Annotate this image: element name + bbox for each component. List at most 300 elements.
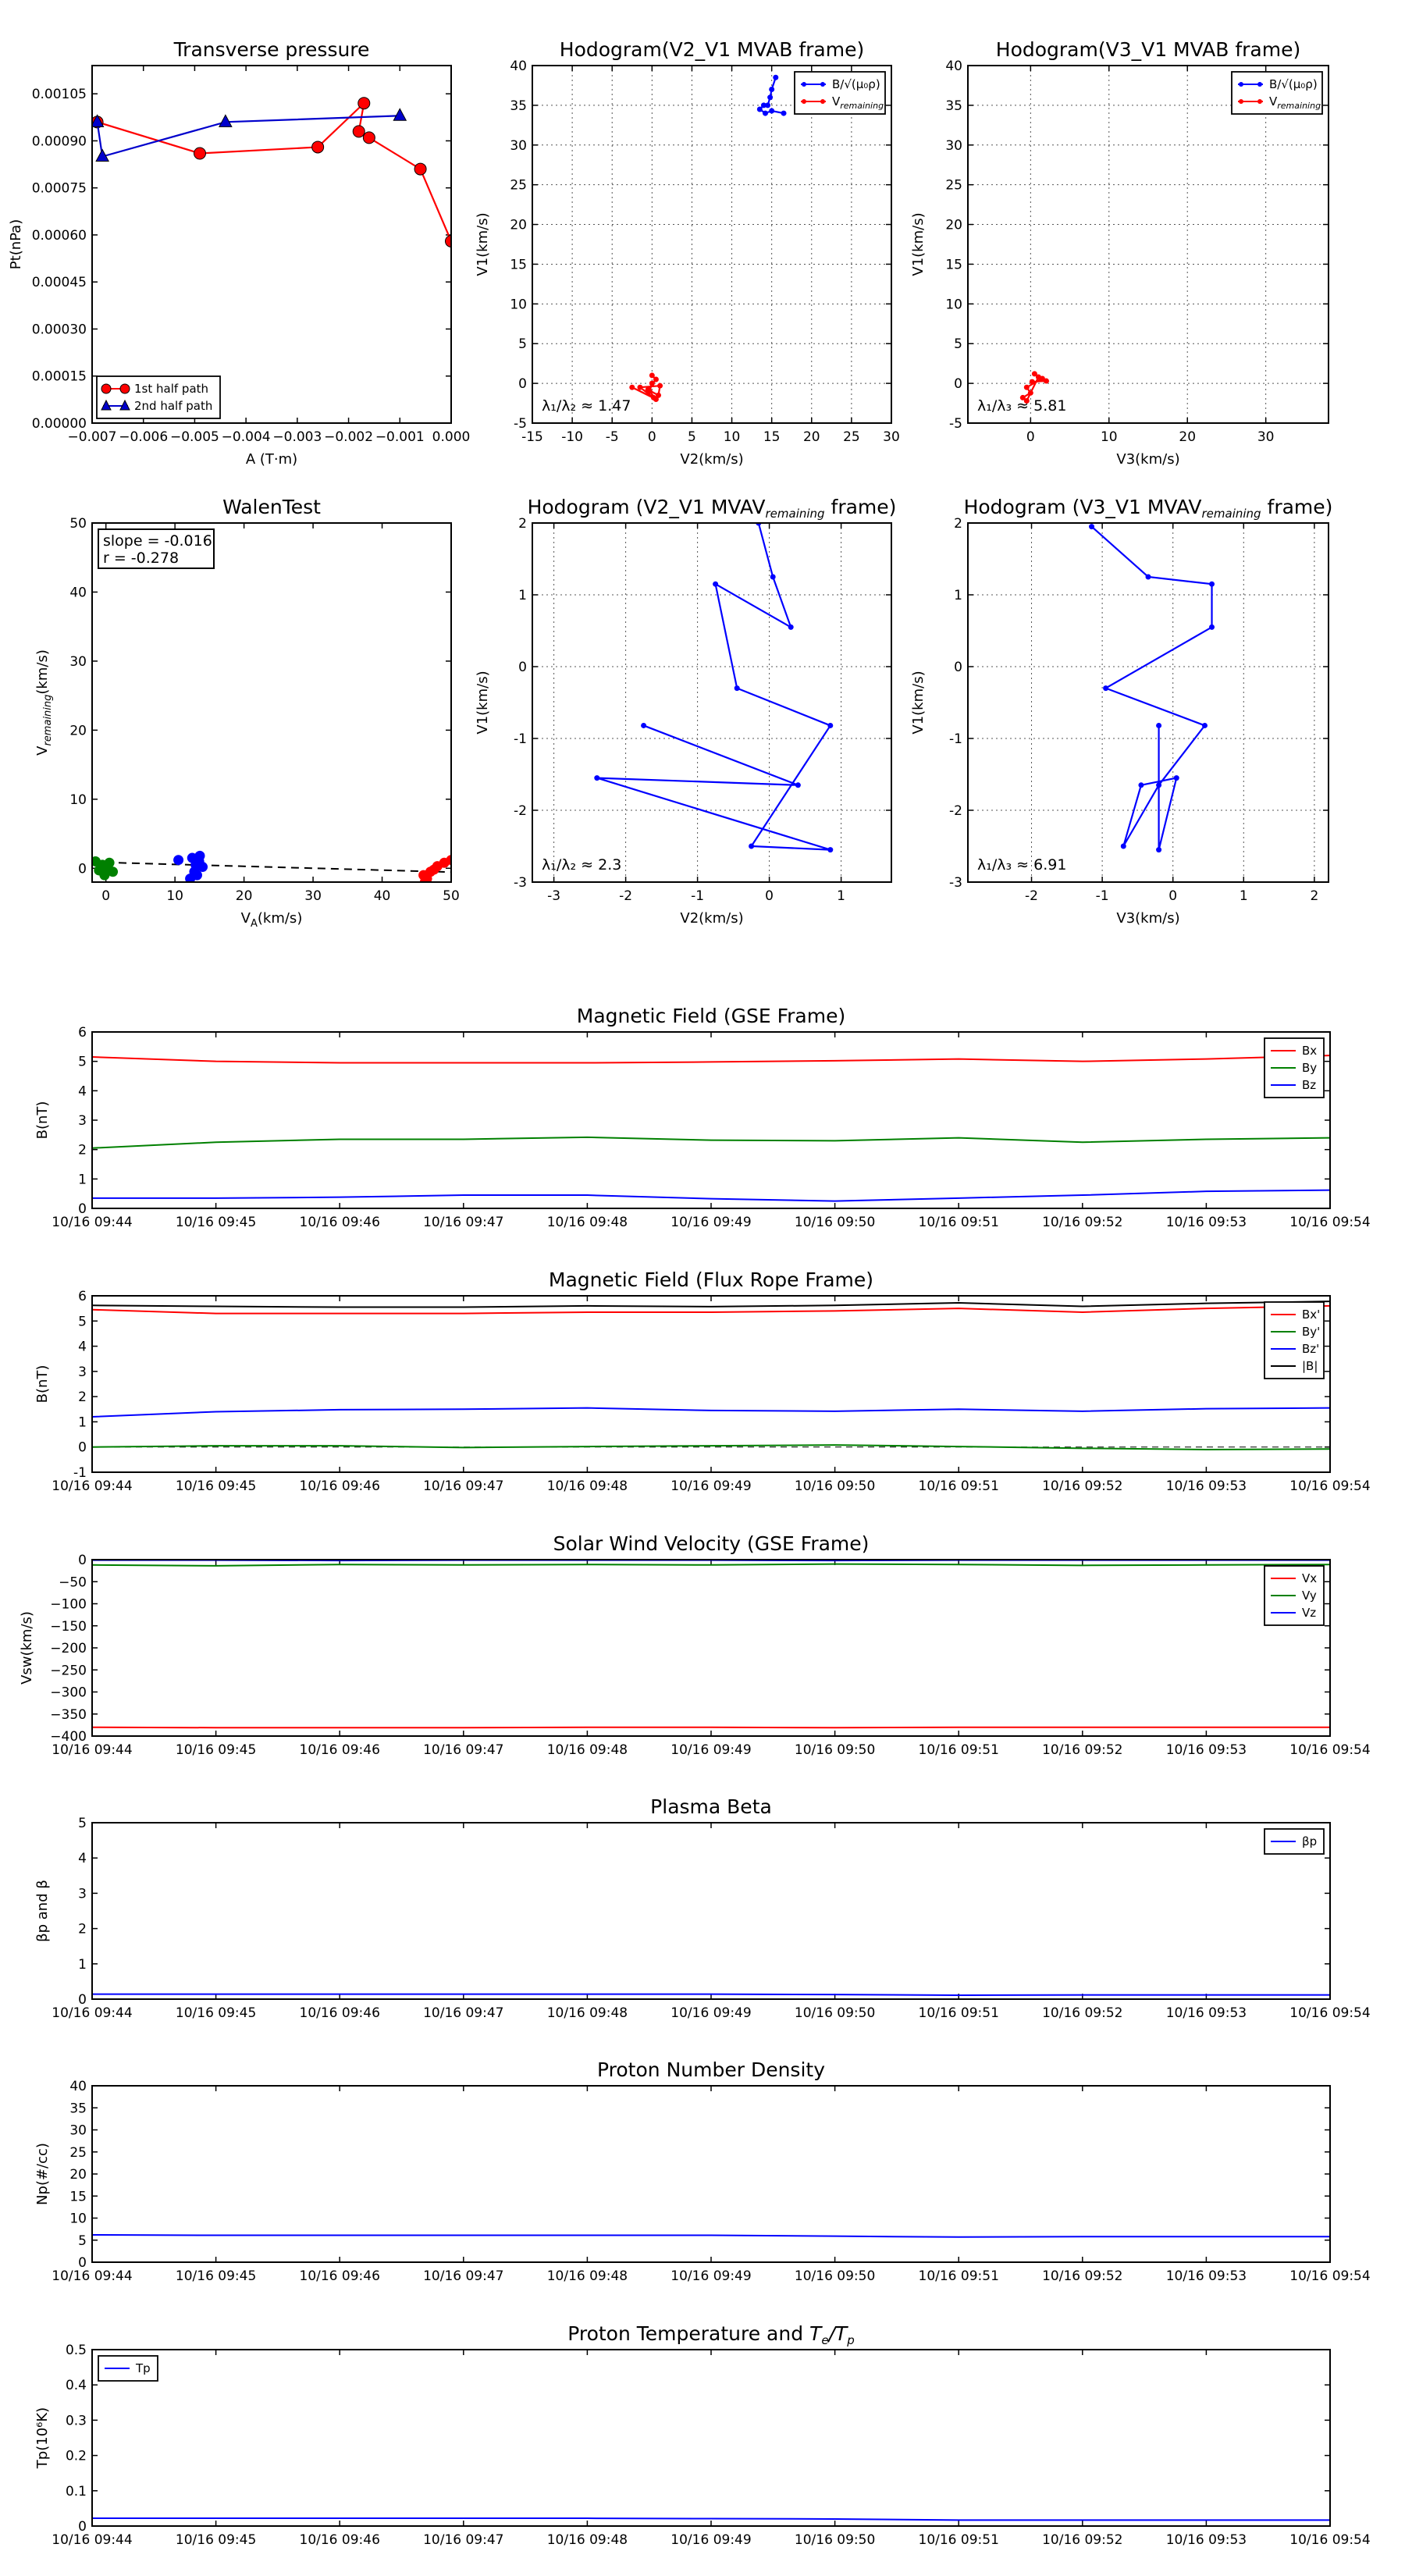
legend-label: 2nd half path bbox=[134, 399, 213, 413]
data-point bbox=[713, 582, 718, 587]
y-tick-label: 0 bbox=[78, 2255, 87, 2271]
x-tick-label: 10/16 09:49 bbox=[670, 2268, 752, 2284]
x-tick-label: −0.002 bbox=[324, 429, 374, 445]
legend-label: βp bbox=[1302, 1834, 1318, 1848]
chart-title: Transverse pressure bbox=[173, 38, 370, 61]
x-tick-label: 0 bbox=[765, 888, 774, 904]
data-point bbox=[1036, 374, 1041, 379]
x-tick-label: 10/16 09:44 bbox=[52, 1478, 133, 1494]
x-tick-label: -10 bbox=[561, 429, 584, 445]
x-tick-label: 10/16 09:49 bbox=[670, 2005, 752, 2021]
legend-marker bbox=[101, 384, 111, 393]
series-line-0 bbox=[98, 103, 451, 241]
y-tick-label: −200 bbox=[50, 1641, 87, 1656]
y-tick-label: −350 bbox=[50, 1706, 87, 1723]
legend bbox=[795, 72, 885, 114]
y-tick-label: 30 bbox=[510, 137, 527, 154]
x-tick-label: −0.003 bbox=[272, 429, 322, 445]
data-point bbox=[757, 106, 763, 112]
fit-line bbox=[92, 862, 451, 872]
y-axis-label: Pt(nPa) bbox=[8, 219, 24, 270]
plot-area bbox=[92, 1560, 1330, 1728]
title-part: Hodogram (V2_V1 MVAV bbox=[527, 496, 766, 518]
x-tick-label: 10/16 09:54 bbox=[1289, 2268, 1371, 2284]
axes-frame bbox=[532, 523, 891, 882]
legend-marker bbox=[802, 82, 806, 87]
x-tick-label: 10/16 09:44 bbox=[52, 2268, 133, 2284]
y-tick-label: −250 bbox=[50, 1663, 87, 1679]
data-point bbox=[657, 383, 663, 389]
data-point bbox=[1156, 782, 1161, 788]
x-tick-label: 10/16 09:52 bbox=[1042, 2005, 1123, 2021]
x-tick-label: -2 bbox=[619, 888, 633, 904]
eigenvalue-ratio: λ₁/λ₂ ≈ 2.3 bbox=[542, 856, 622, 873]
x-tick-label: 10/16 09:47 bbox=[423, 1742, 504, 1758]
x-tick-label: 10/16 09:51 bbox=[918, 1215, 999, 1230]
x-tick-label: -15 bbox=[521, 429, 543, 445]
x-tick-label: 10/16 09:50 bbox=[794, 1215, 876, 1230]
x-tick-label: 1 bbox=[837, 888, 846, 904]
y-tick-label: 5 bbox=[78, 2233, 87, 2249]
x-axis-label: V2(km/s) bbox=[680, 451, 744, 468]
x-tick-label: 20 bbox=[235, 888, 253, 904]
x-tick-label: -3 bbox=[547, 888, 561, 904]
chart-walen bbox=[34, 496, 460, 930]
y-tick-label: 15 bbox=[510, 257, 527, 273]
x-tick-label: 10/16 09:50 bbox=[794, 2268, 876, 2284]
legend-label: $V_{remaining}$ bbox=[1269, 94, 1321, 111]
x-tick-label: 10/16 09:48 bbox=[546, 1742, 628, 1758]
y-axis-label: B(nT) bbox=[34, 1364, 51, 1404]
y-tick-label: 30 bbox=[69, 653, 87, 670]
x-tick-label: 10/16 09:51 bbox=[918, 1742, 999, 1758]
data-point bbox=[827, 847, 833, 852]
y-tick-label: 40 bbox=[69, 585, 87, 601]
data-point bbox=[1146, 575, 1151, 580]
y-tick-label: 6 bbox=[78, 1289, 87, 1304]
data-point bbox=[653, 377, 659, 382]
data-point bbox=[194, 148, 206, 159]
data-point bbox=[353, 126, 365, 137]
x-tick-label: 10/16 09:54 bbox=[1289, 2532, 1371, 2548]
x-tick-label: 10/16 09:45 bbox=[175, 1215, 257, 1230]
eigenvalue-ratio: λ₁/λ₃ ≈ 5.81 bbox=[977, 397, 1067, 415]
x-tick-label: 10/16 09:52 bbox=[1042, 1742, 1123, 1758]
data-point bbox=[363, 132, 375, 144]
x-tick-label: −0.007 bbox=[67, 429, 117, 445]
chart-title: Magnetic Field (Flux Rope Frame) bbox=[548, 1268, 874, 1291]
y-tick-label: 20 bbox=[510, 217, 527, 233]
data-point bbox=[649, 381, 655, 386]
y-tick-label: 1 bbox=[78, 1172, 87, 1188]
chart-title: Hodogram(V3_V1 MVAB frame) bbox=[995, 38, 1301, 61]
x-tick-label: 10/16 09:46 bbox=[299, 1215, 380, 1230]
y-tick-label: 0 bbox=[518, 660, 527, 675]
data-point bbox=[647, 389, 653, 394]
axes-frame bbox=[92, 1032, 1330, 1208]
title-subscript: remaining bbox=[765, 507, 825, 521]
series-line-2 bbox=[92, 1190, 1330, 1201]
data-point bbox=[1202, 723, 1208, 728]
chart-title: Plasma Beta bbox=[650, 1795, 772, 1818]
data-point bbox=[393, 109, 406, 120]
legend-marker bbox=[1257, 82, 1262, 87]
data-point bbox=[198, 863, 208, 872]
data-point bbox=[749, 844, 754, 849]
y-tick-label: 4 bbox=[78, 1083, 87, 1100]
y-tick-label: 0.00090 bbox=[31, 133, 87, 150]
x-tick-label: -1 bbox=[691, 888, 705, 904]
x-tick-label: 10/16 09:52 bbox=[1042, 2532, 1123, 2548]
stats-line: r = -0.278 bbox=[103, 550, 180, 567]
x-tick-label: −0.001 bbox=[375, 429, 425, 445]
y-tick-label: 0.1 bbox=[65, 2483, 87, 2500]
series-line-0 bbox=[92, 2235, 1330, 2237]
legend-label: B/√(μ₀ρ) bbox=[1269, 77, 1318, 91]
eigenvalue-ratio: λ₁/λ₃ ≈ 6.91 bbox=[977, 856, 1067, 873]
x-tick-label: 10/16 09:45 bbox=[175, 1742, 257, 1758]
chart-tp bbox=[34, 2322, 1371, 2548]
y-tick-label: 0.2 bbox=[65, 2448, 87, 2464]
chart-hodo4 bbox=[910, 496, 1332, 927]
x-tick-label: −0.005 bbox=[169, 429, 219, 445]
data-point bbox=[1209, 582, 1215, 587]
x-tick-label: 10 bbox=[723, 429, 741, 445]
y-axis-label: V1(km/s) bbox=[910, 212, 927, 276]
x-tick-label: 10/16 09:54 bbox=[1289, 1215, 1371, 1230]
x-tick-label: 10/16 09:50 bbox=[794, 2005, 876, 2021]
data-point bbox=[770, 575, 776, 580]
x-tick-label: 5 bbox=[688, 429, 696, 445]
data-point bbox=[795, 782, 801, 788]
data-point bbox=[1103, 685, 1108, 691]
legend-label: Bx' bbox=[1302, 1308, 1321, 1322]
y-tick-label: -2 bbox=[514, 803, 527, 819]
data-point bbox=[788, 624, 794, 630]
x-tick-label: 10/16 09:44 bbox=[52, 1742, 133, 1758]
axes-frame bbox=[92, 2350, 1330, 2526]
y-tick-label: -1 bbox=[73, 1465, 87, 1481]
plot-area bbox=[92, 2518, 1330, 2520]
y-tick-label: 0 bbox=[78, 2519, 87, 2535]
y-axis-label: Vsw(km/s) bbox=[19, 1611, 35, 1685]
series-line-1 bbox=[92, 1137, 1330, 1148]
plot-area bbox=[92, 1301, 1330, 1450]
y-tick-label: -3 bbox=[514, 875, 527, 891]
plot-area bbox=[92, 2235, 1330, 2237]
data-point bbox=[1156, 847, 1161, 852]
legend-label: Bz bbox=[1302, 1078, 1317, 1092]
title-part: Proton Temperature and bbox=[567, 2322, 810, 2345]
title-part: frame) bbox=[1261, 496, 1333, 518]
x-tick-label: 10/16 09:47 bbox=[423, 2005, 504, 2021]
axes-frame bbox=[532, 66, 891, 423]
data-point bbox=[195, 851, 205, 860]
y-tick-label: 25 bbox=[69, 2144, 87, 2161]
y-tick-label: −50 bbox=[59, 1574, 87, 1591]
x-tick-label: 10/16 09:48 bbox=[546, 1478, 628, 1494]
data-point bbox=[769, 109, 774, 114]
y-tick-label: 1 bbox=[78, 1414, 87, 1431]
x-tick-label: 10/16 09:49 bbox=[670, 1478, 752, 1494]
chart-title bbox=[567, 2322, 855, 2347]
title-part: T bbox=[809, 2322, 822, 2345]
legend-marker bbox=[820, 99, 825, 104]
y-axis-label: Tp(10⁶K) bbox=[34, 2407, 51, 2469]
x-tick-label: 50 bbox=[443, 888, 460, 904]
x-tick-label: -1 bbox=[1095, 888, 1109, 904]
legend bbox=[1264, 1038, 1324, 1098]
data-point bbox=[773, 75, 778, 80]
x-tick-label: 10/16 09:44 bbox=[52, 1215, 133, 1230]
data-point bbox=[649, 372, 655, 378]
x-tick-label: -5 bbox=[605, 429, 619, 445]
plot-area bbox=[1089, 524, 1215, 852]
y-tick-label: 0 bbox=[954, 660, 962, 675]
y-tick-label: 0.00000 bbox=[31, 416, 87, 432]
chart-hodo2 bbox=[910, 38, 1329, 468]
legend-label: |B| bbox=[1302, 1359, 1318, 1373]
legend-label: B/√(μ₀ρ) bbox=[832, 77, 880, 91]
legend bbox=[98, 2356, 158, 2381]
y-tick-label: 0 bbox=[954, 376, 962, 393]
y-tick-label: 3 bbox=[78, 1886, 87, 1902]
y-tick-label: 2 bbox=[78, 1389, 87, 1406]
title-part: /T bbox=[828, 2322, 848, 2345]
y-tick-label: 6 bbox=[78, 1025, 87, 1041]
y-tick-label: 40 bbox=[510, 59, 527, 74]
y-tick-label: 0.00105 bbox=[31, 87, 87, 103]
data-point bbox=[219, 115, 232, 126]
chart-vsw bbox=[19, 1532, 1371, 1758]
chart-title: WalenTest bbox=[222, 496, 321, 518]
series-line-3 bbox=[92, 1301, 1330, 1307]
y-tick-label: 40 bbox=[69, 2079, 87, 2094]
data-point bbox=[594, 775, 599, 781]
series-line-0 bbox=[1092, 527, 1212, 850]
y-tick-label: 0.00075 bbox=[31, 180, 87, 197]
data-point bbox=[429, 865, 439, 874]
legend-label: By' bbox=[1302, 1325, 1321, 1339]
plot-area bbox=[91, 98, 457, 247]
x-tick-label: 10/16 09:54 bbox=[1289, 1742, 1371, 1758]
x-axis-label: A (T·m) bbox=[245, 451, 298, 468]
y-tick-label: 0 bbox=[78, 861, 87, 877]
y-tick-label: 10 bbox=[69, 792, 87, 808]
y-tick-label: 0.3 bbox=[65, 2413, 87, 2429]
y-tick-label: 10 bbox=[69, 2211, 87, 2227]
data-point bbox=[1209, 624, 1215, 630]
title-subscript: p bbox=[847, 2333, 855, 2347]
legend-marker bbox=[120, 384, 130, 393]
y-tick-label: −400 bbox=[50, 1729, 87, 1745]
data-point bbox=[653, 397, 659, 402]
data-point bbox=[763, 111, 768, 116]
x-tick-label: 10/16 09:46 bbox=[299, 2005, 380, 2021]
x-tick-label: 10/16 09:48 bbox=[546, 2532, 628, 2548]
data-point bbox=[1028, 390, 1033, 396]
data-point bbox=[629, 385, 635, 390]
legend bbox=[1264, 1302, 1324, 1379]
y-tick-label: 2 bbox=[78, 1921, 87, 1937]
x-tick-label: 10 bbox=[1100, 429, 1118, 445]
legend-label: Bx bbox=[1302, 1044, 1318, 1058]
y-tick-label: 15 bbox=[69, 2189, 87, 2205]
x-tick-label: 20 bbox=[1179, 429, 1197, 445]
y-tick-label: 3 bbox=[78, 1113, 87, 1129]
x-tick-label: 10/16 09:53 bbox=[1165, 2268, 1247, 2284]
legend-marker bbox=[1257, 99, 1262, 104]
data-point bbox=[312, 141, 324, 153]
title-part: Hodogram (V3_V1 MVAV bbox=[963, 496, 1202, 518]
legend-label: Tp bbox=[136, 2361, 151, 2375]
x-tick-label: 10/16 09:46 bbox=[299, 2268, 380, 2284]
x-tick-label: 10/16 09:53 bbox=[1165, 1215, 1247, 1230]
y-tick-label: 35 bbox=[69, 2101, 87, 2117]
x-tick-label: 25 bbox=[843, 429, 860, 445]
data-point bbox=[103, 863, 112, 873]
y-tick-label: -1 bbox=[514, 731, 527, 747]
y-tick-label: 35 bbox=[510, 98, 527, 114]
y-tick-label: 1 bbox=[954, 588, 962, 603]
x-tick-label: 10/16 09:54 bbox=[1289, 1478, 1371, 1494]
y-tick-label: 25 bbox=[510, 177, 527, 194]
x-tick-label: 10/16 09:50 bbox=[794, 1742, 876, 1758]
x-tick-label: 10/16 09:46 bbox=[299, 1742, 380, 1758]
axes-frame bbox=[92, 523, 451, 882]
legend bbox=[1232, 72, 1322, 114]
y-tick-label: 4 bbox=[78, 1339, 87, 1355]
y-tick-label: 30 bbox=[945, 137, 962, 154]
x-tick-label: 10 bbox=[166, 888, 183, 904]
x-tick-label: 10/16 09:53 bbox=[1165, 1742, 1247, 1758]
y-tick-label: -3 bbox=[949, 875, 962, 891]
y-tick-label: 5 bbox=[78, 1314, 87, 1330]
y-tick-label: -2 bbox=[949, 803, 962, 819]
x-tick-label: 10/16 09:45 bbox=[175, 2005, 257, 2021]
x-tick-label: 2 bbox=[1310, 888, 1319, 904]
y-axis-label: V1(km/s) bbox=[475, 671, 491, 735]
x-tick-label: 10/16 09:50 bbox=[794, 2532, 876, 2548]
y-tick-label: -5 bbox=[514, 416, 527, 432]
y-tick-label: 4 bbox=[78, 1851, 87, 1867]
data-point bbox=[1044, 379, 1049, 384]
x-tick-label: 10/16 09:52 bbox=[1042, 1478, 1123, 1494]
x-tick-label: 10/16 09:49 bbox=[670, 1215, 752, 1230]
y-tick-label: 1 bbox=[78, 1956, 87, 1973]
y-axis-label: $V_{remaining}(km/s)$ bbox=[34, 649, 54, 756]
y-tick-label: 0 bbox=[78, 1553, 87, 1568]
axes-frame bbox=[92, 1560, 1330, 1736]
y-tick-label: 50 bbox=[69, 516, 87, 532]
chart-title: Proton Number Density bbox=[597, 2058, 825, 2081]
eigenvalue-ratio: λ₁/λ₂ ≈ 1.47 bbox=[542, 397, 631, 415]
y-tick-label: 0.4 bbox=[65, 2378, 87, 2394]
legend bbox=[1264, 1566, 1324, 1625]
x-axis-label: V2(km/s) bbox=[680, 910, 744, 927]
chart-hodo1 bbox=[475, 38, 900, 468]
x-tick-label: 30 bbox=[304, 888, 322, 904]
data-point bbox=[1121, 844, 1126, 849]
title-subscript: remaining bbox=[1201, 507, 1261, 521]
x-tick-label: 10/16 09:53 bbox=[1165, 2005, 1247, 2021]
x-tick-label: 10/16 09:45 bbox=[175, 2532, 257, 2548]
series-line-2 bbox=[92, 1408, 1330, 1417]
series-line-0 bbox=[92, 1055, 1330, 1062]
x-tick-label: 30 bbox=[1257, 429, 1275, 445]
x-tick-label: 10/16 09:53 bbox=[1165, 2532, 1247, 2548]
data-point bbox=[767, 94, 773, 100]
series-line-0 bbox=[597, 523, 831, 850]
x-tick-label: 20 bbox=[802, 429, 820, 445]
x-tick-label: 10/16 09:48 bbox=[546, 1215, 628, 1230]
x-tick-label: 10/16 09:50 bbox=[794, 1478, 876, 1494]
chart-title: Magnetic Field (GSE Frame) bbox=[576, 1005, 846, 1027]
y-axis-label: V1(km/s) bbox=[475, 212, 491, 276]
legend-marker bbox=[1239, 82, 1243, 87]
x-tick-label: 10/16 09:48 bbox=[546, 2268, 628, 2284]
plot-area bbox=[629, 75, 786, 402]
chart-pt bbox=[8, 38, 470, 468]
x-tick-label: −0.006 bbox=[119, 429, 169, 445]
y-tick-label: 20 bbox=[945, 217, 962, 233]
y-tick-label: 0 bbox=[78, 1201, 87, 1217]
y-tick-label: 0.00015 bbox=[31, 368, 87, 385]
x-tick-label: 10/16 09:53 bbox=[1165, 1478, 1247, 1494]
x-tick-label: 10/16 09:45 bbox=[175, 1478, 257, 1494]
legend bbox=[97, 376, 220, 418]
y-tick-label: 2 bbox=[954, 516, 962, 532]
y-tick-label: 25 bbox=[945, 177, 962, 194]
x-tick-label: -2 bbox=[1025, 888, 1039, 904]
y-tick-label: 40 bbox=[945, 59, 962, 74]
y-tick-label: 5 bbox=[78, 1816, 87, 1831]
y-tick-label: 35 bbox=[945, 98, 962, 114]
chart-hodo3 bbox=[475, 496, 896, 927]
plot-area bbox=[594, 521, 833, 853]
data-point bbox=[174, 856, 183, 865]
y-tick-label: 20 bbox=[69, 723, 87, 739]
x-tick-label: 10/16 09:51 bbox=[918, 2005, 999, 2021]
data-point bbox=[1174, 775, 1179, 781]
legend-label: Bz' bbox=[1302, 1342, 1320, 1356]
x-tick-label: 10/16 09:49 bbox=[670, 2532, 752, 2548]
data-point bbox=[1024, 385, 1030, 390]
legend-label: Vz bbox=[1302, 1606, 1317, 1620]
x-tick-label: 15 bbox=[763, 429, 781, 445]
y-tick-label: 10 bbox=[945, 297, 962, 313]
data-point bbox=[761, 102, 767, 108]
y-tick-label: 15 bbox=[945, 257, 962, 273]
y-tick-label: 0 bbox=[78, 1992, 87, 2008]
y-tick-label: 2 bbox=[518, 516, 527, 532]
data-point bbox=[769, 87, 774, 92]
y-axis-label: βp and β bbox=[34, 1880, 51, 1942]
y-tick-label: −300 bbox=[50, 1685, 87, 1701]
data-point bbox=[827, 723, 833, 728]
data-point bbox=[735, 685, 740, 691]
x-axis-label: V3(km/s) bbox=[1116, 451, 1180, 468]
axes-frame bbox=[968, 66, 1329, 423]
y-tick-label: 5 bbox=[954, 336, 962, 353]
legend-label: Vx bbox=[1302, 1571, 1318, 1585]
y-tick-label: 5 bbox=[518, 336, 527, 353]
y-tick-label: 0.00045 bbox=[31, 275, 87, 291]
data-point bbox=[414, 163, 426, 175]
chart-title: Hodogram(V2_V1 MVAB frame) bbox=[559, 38, 865, 61]
x-tick-label: 0 bbox=[647, 429, 656, 445]
x-tick-label: 40 bbox=[373, 888, 391, 904]
